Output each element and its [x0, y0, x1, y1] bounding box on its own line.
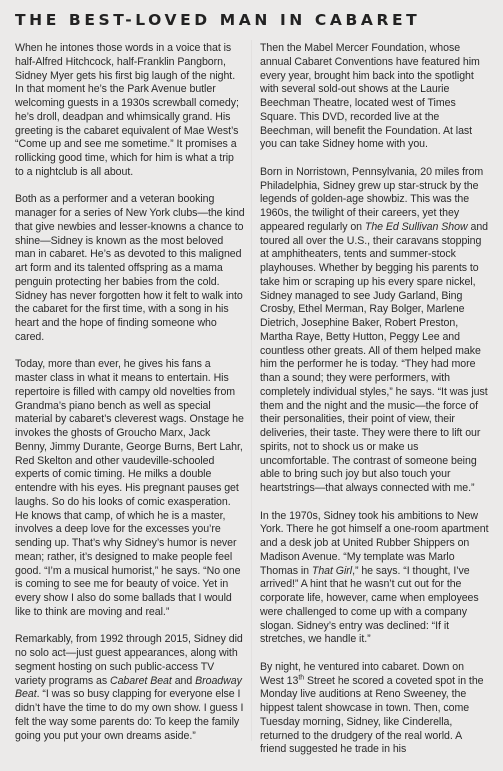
show-title: That Girl — [311, 564, 353, 577]
page-title: THE BEST-LOVED MAN IN CABARET — [15, 11, 421, 29]
paragraph: When he intones those words in a voice that is half-Alfred Hitchcock, half-Franklin Pangborn, Sidney Myer gets his first big laugh of the night. In that moment he’s the Park Avenue butler welcoming guests in a 1930s screwball comedy; he’s droll, deadpan and whimsically grand. His greeting is the cabaret equivalent of Mae West’s “Come up and see me sometime.” It promises a rollicking good time, which for him is what a trip to a nightclub is all about. — [15, 42, 239, 178]
text-run: ,” he says. “I thought, I’ve arrived!” A hint that he wasn’t cut out for the corporate life, however, came when employees were challenged to come up with a company slogan. Sidney’s entry was declined: “If it stretches, we handle it.” — [260, 564, 479, 646]
paragraph — [260, 166, 490, 496]
program-title: Broadway Beat — [15, 674, 242, 701]
paragraph: Both as a performer and a veteran booking manager for a series of New York clubs—the kind that give newbies and lesser-knowns a chance to shine—Sidney is known as the most beloved man in cabaret. He’s as devoted to this maligned art form and its talented offspring as a mama penguin protecting her babies from the cold. Sidney has never forgotten how it felt to walk into the cabaret for the first time, with a song in his heart and the hope of finding someone who cared. — [15, 193, 245, 343]
paragraph — [15, 633, 245, 743]
paragraph: Today, more than ever, he gives his fans a master class in what it means to entertain. His repertoire is filled with campy old novelties from Grandma’s piano bench as well as special material by cabaret’s cleverest wags. Onstage he invokes the ghosts of Groucho Marx, Jack Benny, Jimmy Durante, George Burns, Bert Lahr, Red Skelton and other vaudeville-schooled experts of comic timing. He milks a double entendre with his eyes. His pregnant pauses get laughs. So do his looks of comic exasperation. He knows that camp, of which he is a master, involves a deep love for the excesses you’re sending up. That’s why Sidney’s humor is never mean; rather, it’s designed to make people feel good. “I’m a musical humorist,” he says. “No one is coming to see me for beauty of voice. Yet in every show I also do some ballads that I would like to think are moving and real.” — [15, 358, 244, 618]
text-run: Remarkably, from 1992 through 2015, Sidney did no solo act—just guest appearances, along with segment hosting on such public-access TV variety programs as — [15, 633, 243, 687]
left-column — [15, 42, 245, 757]
ordinal-suffix: th — [298, 673, 305, 681]
text-run: In the 1970s, Sidney took his ambitions to New York. There he got himself a one-room apartment and a desk job at United Rubber Shippers on Madison Avenue. “My template was Marlo Thomas in — [260, 509, 489, 577]
text-run: and toured all over the U.S., their caravans stopping at amphitheaters, tents and summer-stock playhouses. Whether by begging his parents to take him or scraping up his every spare nickel, Sidney managed to see Judy Garland, Bing Crosby, Ethel Merman, Ray Bolger, Marlene Dietrich, Josephine Baker, Robert Preston, Martha Raye, Betty Hutton, Peggy Lee and countless other greats. All of them helped make him the performer he is today. “They had more than a sound; they were performers, with completely individual styles,” he says. “It was just them and the night and the music—the force of their personalities, their point of view, their deliveries, their taste. They were there to lift our spirits, not to shock us or make us uncomfortable. The contrast of someone being able to bring such joy but also touch your heartstrings—that always connected with me.” — [260, 220, 488, 494]
text-run: By night, he ventured into cabaret. Down on West 13 — [260, 660, 464, 687]
show-title: The Ed Sullivan Show — [364, 220, 468, 233]
column-divider — [251, 40, 252, 741]
paragraph: Then the Mabel Mercer Foundation, whose annual Cabaret Conventions have featured him every year, brought him back into the spotlight with several sold-out shows at the Laurie Beechman Theatre, located west of Times Square. This DVD, recorded live at the Beechman, will benefit the Foundation. At last you can take Sidney home with you. — [260, 42, 480, 151]
text-run: . “I was so busy clapping for everyone else I didn’t have the time to do my own show. I guess I felt the way some parents do: To keep the family going you put your own dreams aside.” — [15, 688, 244, 742]
program-title: Cabaret Beat — [109, 674, 172, 687]
text-run: Born in Norristown, Pennsylvania, 20 miles from Philadelphia, Sidney grew up star-struck by the legends of golden-age showbiz. This was the 1960s, the twilight of their careers, yet they appeared regularly on — [260, 165, 484, 233]
text-run: and — [171, 674, 196, 687]
paragraph — [260, 661, 490, 757]
right-column — [260, 42, 490, 771]
paragraph — [260, 510, 490, 648]
text-run: Street he scored a coveted spot in the Monday live auditions at Reno Sweeney, the hippest talent showcase in town. Then, come Tuesday morning, Sidney, like Cinderella, returned to the drudgery of the real world. A friend suggested he trade in his — [260, 674, 484, 756]
